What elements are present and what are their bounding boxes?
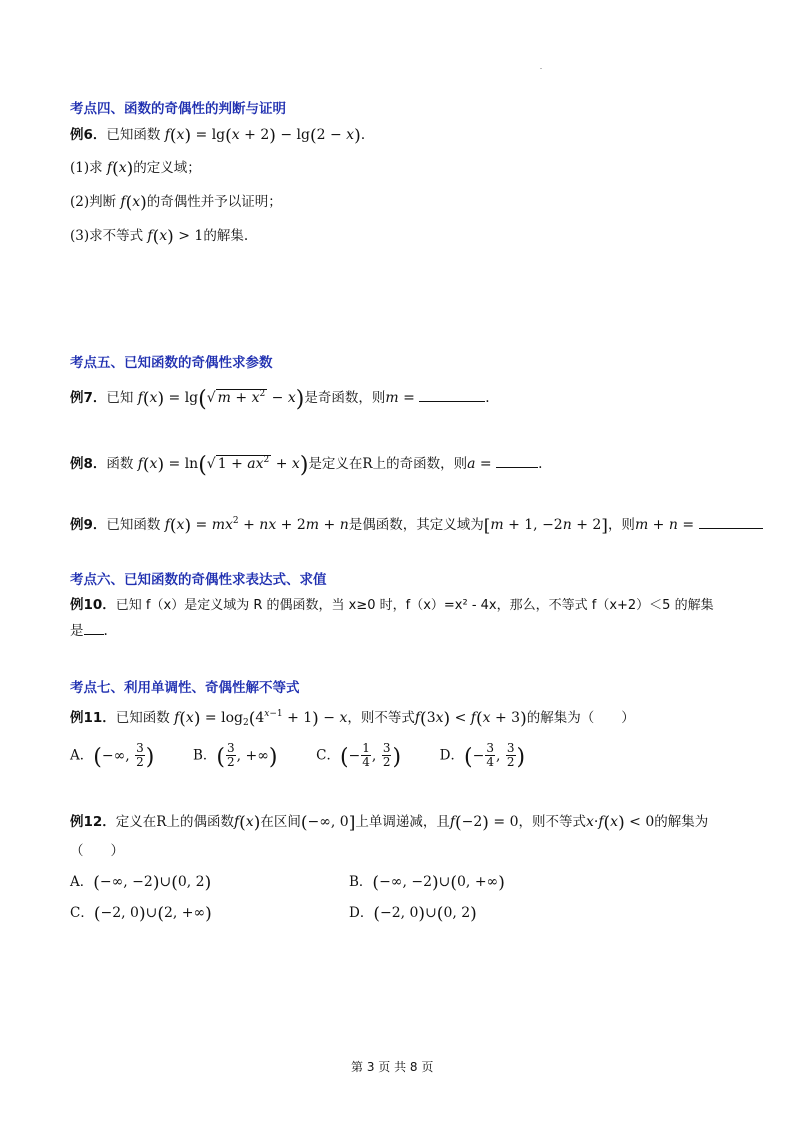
section-title-6: 考点六、已知函数的奇偶性求表达式、求值 (70, 572, 327, 588)
answer-blank[interactable] (699, 514, 763, 529)
example-8: 例8．函数 f(x) = ln(√ $1 + ax^2 + x$)是定义在R上的奇函数，则a = . (70, 453, 543, 478)
example-11-options (70, 742, 525, 769)
example-11-stem: 例11．已知函数 $f(x) = \log_2(4^{x-1} + 1) - x$，则不等式f(3x) < f(x + 3)的解集为（ ） (70, 709, 635, 729)
example-10-line2: 是 . (70, 620, 108, 641)
page-footer: 第 3 页 共 8 页 (351, 1060, 434, 1074)
example-9: 例9．已知函数 $f(x) = mx^2$ + nx + 2m + n是偶函数，其定义域为[m + 1, −2n + 2]，则m + n = (70, 511, 763, 535)
section-title-7: 考点七、利用单调性、奇偶性解不等式 (70, 680, 300, 696)
example-12-stem: 例12．定义在R上的偶函数f(x)在区间(−∞, 0]上单调递减，且f(−2) = 0，则不等式x·f(x) < 0的解集为 (70, 813, 709, 833)
example-6-q1: (1)求 f(x)的定义域； (70, 159, 201, 179)
scan-dot (540, 68, 542, 69)
example-label: 例6． (70, 127, 107, 143)
option-c[interactable]: C．(−2, 0)∪(2, +∞) (70, 904, 212, 924)
section-title-4: 考点四、函数的奇偶性的判断与证明 (70, 101, 286, 117)
example-6-stem: 例6．已知函数 f(x) = lg(x + 2) − lg(2 − x). (70, 126, 366, 146)
example-7: 例7．已知 f(x) = lg(√ $m + x^2 - x$)是奇函数，则m = . (70, 387, 490, 412)
option-a[interactable]: A．(−∞, −2)∪(0, 2) (70, 873, 212, 893)
option-d[interactable]: D．(− $\frac{3}{4}$ , $\frac{3}{2}$ ) (439, 741, 526, 770)
answer-blank[interactable] (496, 453, 538, 468)
option-c[interactable]: C．(− $\frac{1}{4}$ , $\frac{3}{2}$ ) (316, 741, 402, 770)
option-b[interactable]: B．( $\frac{3}{2}$ , +∞) (192, 741, 278, 770)
answer-blank[interactable] (84, 620, 104, 635)
option-b[interactable]: B．(−∞, −2)∪(0, +∞) (349, 873, 505, 893)
option-d[interactable]: D．(−2, 0)∪(0, 2) (349, 904, 477, 924)
section-title-5: 考点五、已知函数的奇偶性求参数 (70, 355, 273, 371)
example-10-line1: 例10．已知 f（x）是定义域为 R 的偶函数，当 x≥0 时，f（x）=x² - 4x，那么，不等式 f（x+2）＜5 的解集 (70, 597, 714, 613)
example-6-q3: (3)求不等式 f(x) > 1的解集. (70, 227, 249, 247)
answer-blank[interactable] (419, 387, 485, 402)
example-6-q2: (2)判断 f(x)的奇偶性并予以证明； (70, 193, 282, 213)
example-12-paren: （ ） (70, 843, 124, 859)
option-a[interactable]: A．(−∞, $\frac{3}{2}$ ) (70, 741, 155, 770)
formula: f(x) = lg(x + 2) − lg(2 − x). (164, 126, 366, 146)
